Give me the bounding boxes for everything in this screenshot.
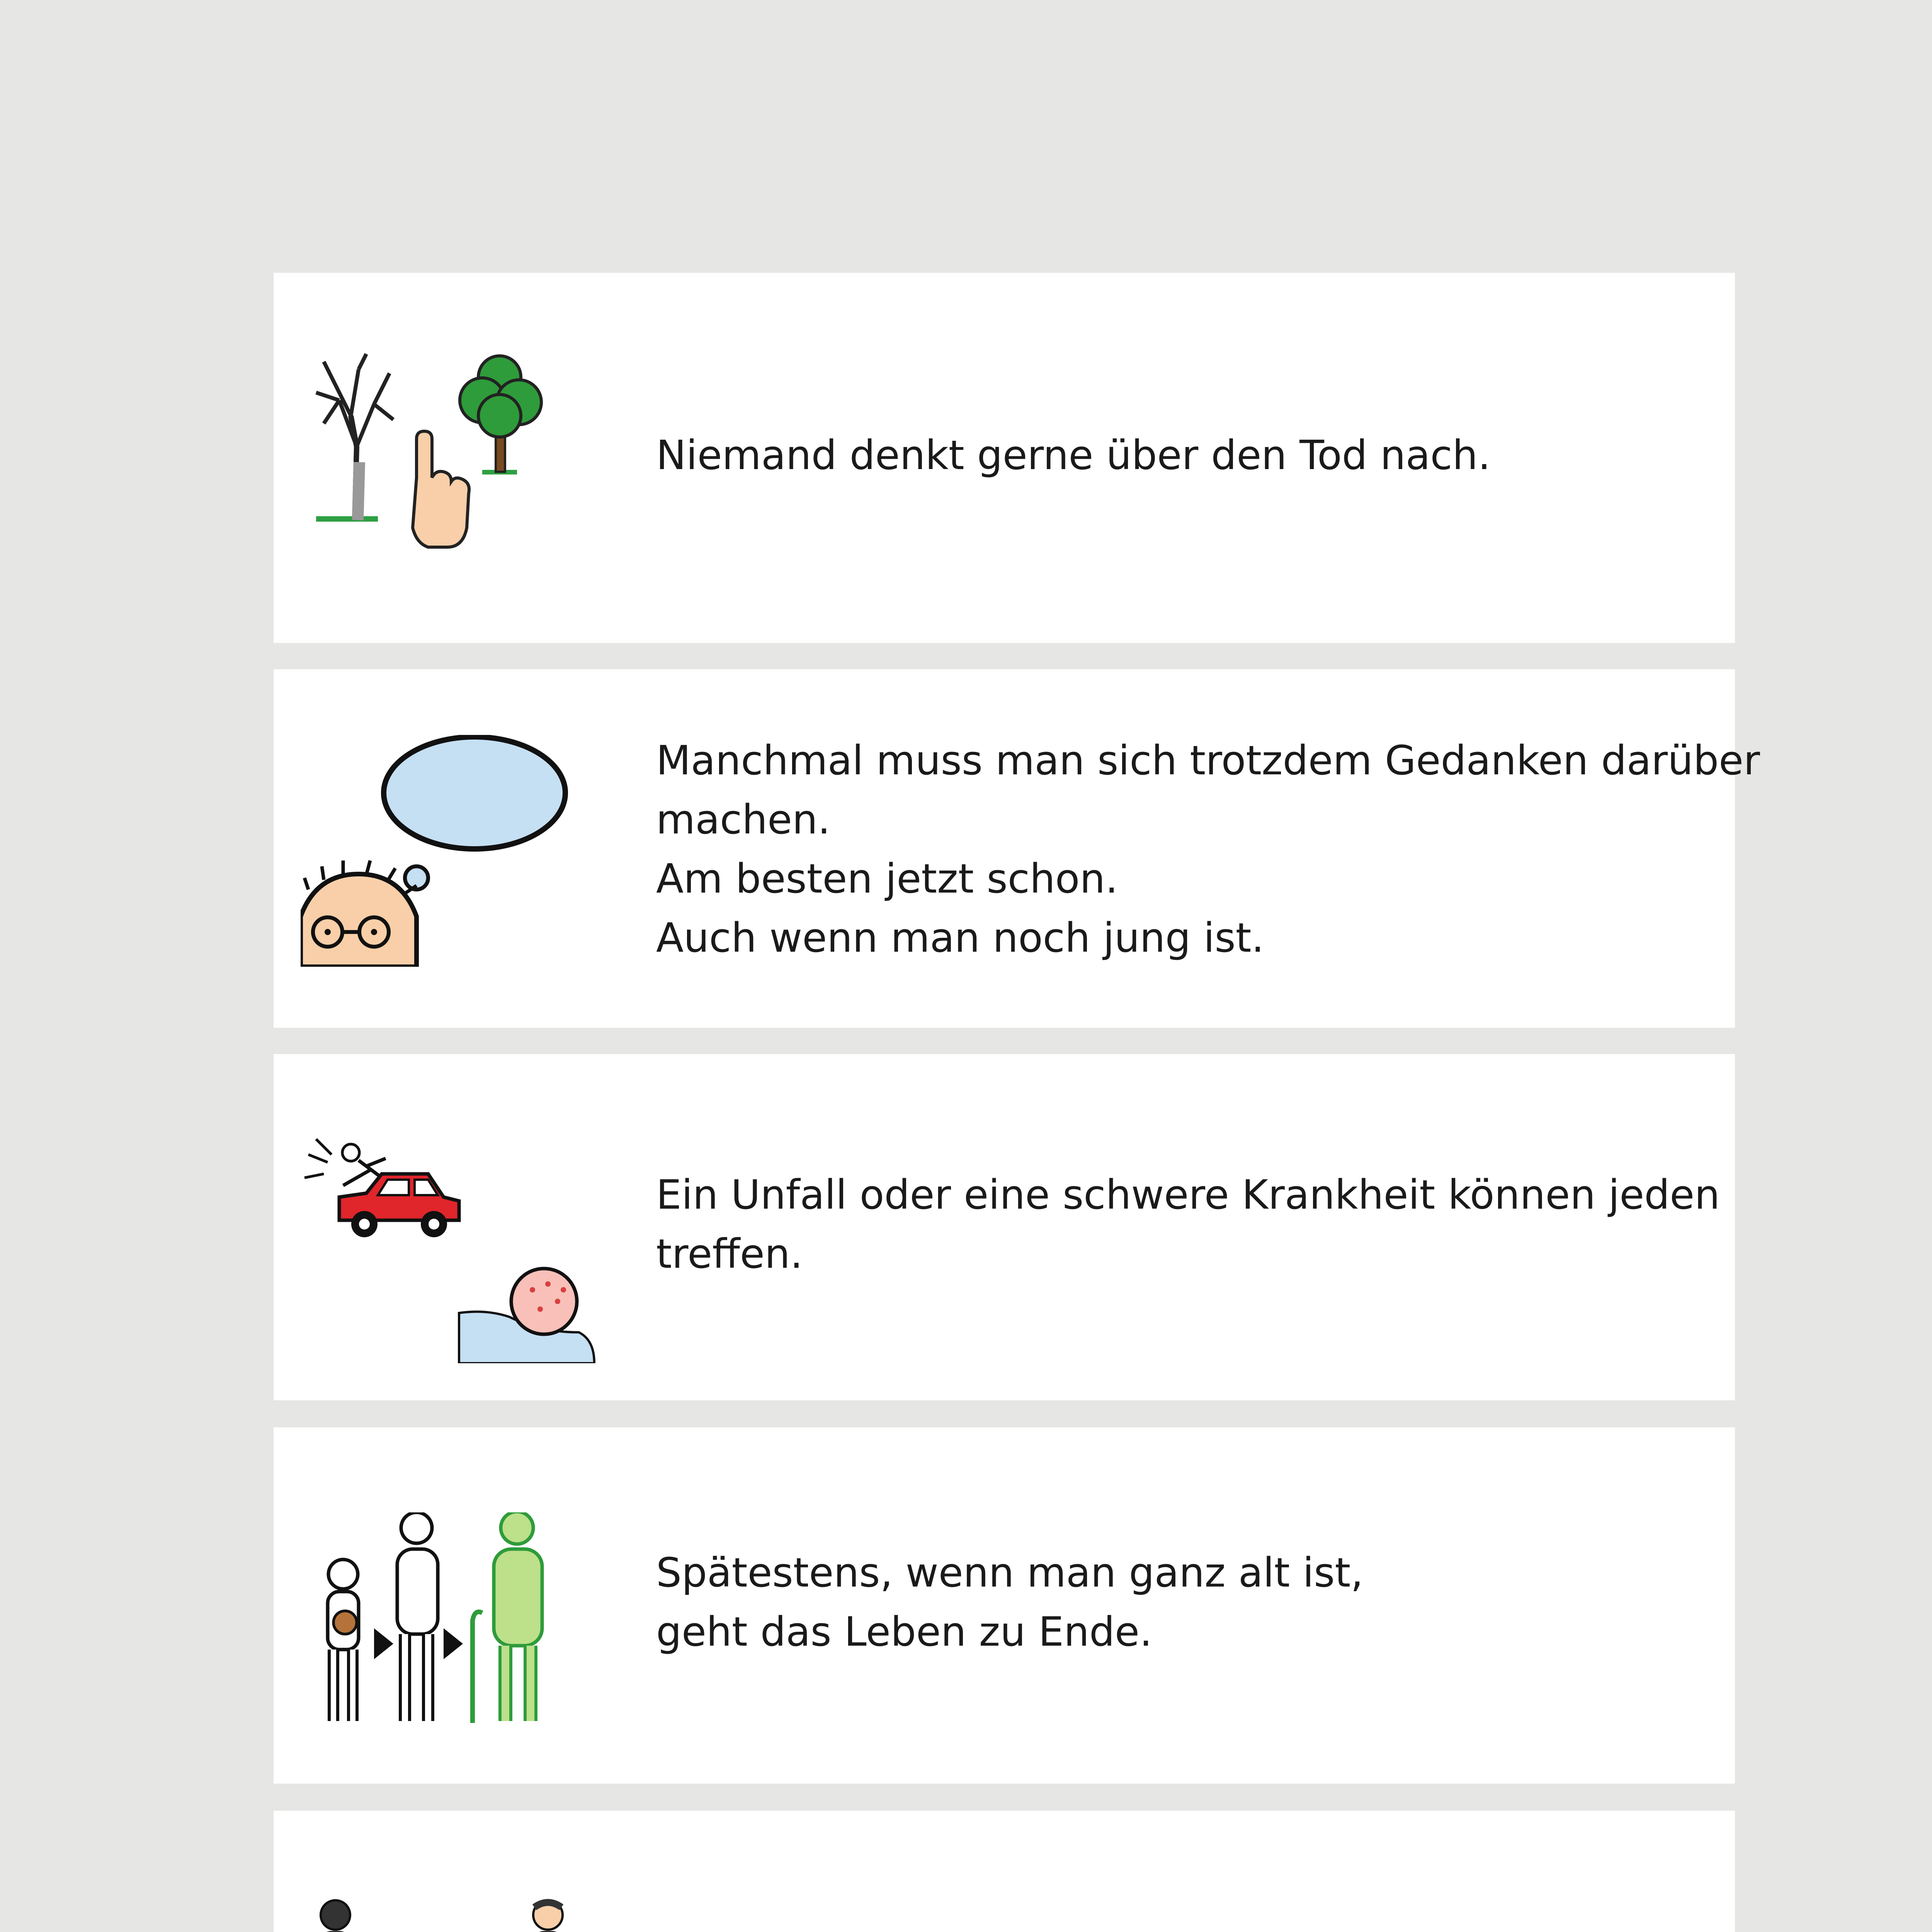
card-text: Ein Unfall oder eine schwere Krankheit können jeden treffen. (656, 1171, 1720, 1277)
card-text: Niemand denkt gerne über den Tod nach. (656, 432, 1491, 479)
info-card-accident (274, 1054, 1735, 1400)
funeral-grave-icon (301, 1896, 598, 1932)
thinking-person-icon (301, 735, 598, 967)
card-text: Manchmal muss man sich trotzdem Gedanken darüber machen. Am besten jetzt schon. Auch wenn man noch jung ist. (656, 737, 1760, 961)
life-stages-icon (301, 1512, 598, 1729)
info-card-death-thoughts (274, 273, 1735, 643)
card-text (656, 1927, 1689, 1932)
info-card-funeral-wishes (274, 1811, 1735, 1932)
card-text: Spätestens, wenn man ganz alt ist, geht das Leben zu Ende. (656, 1549, 1364, 1655)
accident-and-illness-icon (301, 1131, 598, 1363)
info-card-think-now (274, 669, 1760, 1028)
dead-and-living-tree-icon (301, 346, 598, 578)
info-card-old-age (274, 1427, 1735, 1784)
